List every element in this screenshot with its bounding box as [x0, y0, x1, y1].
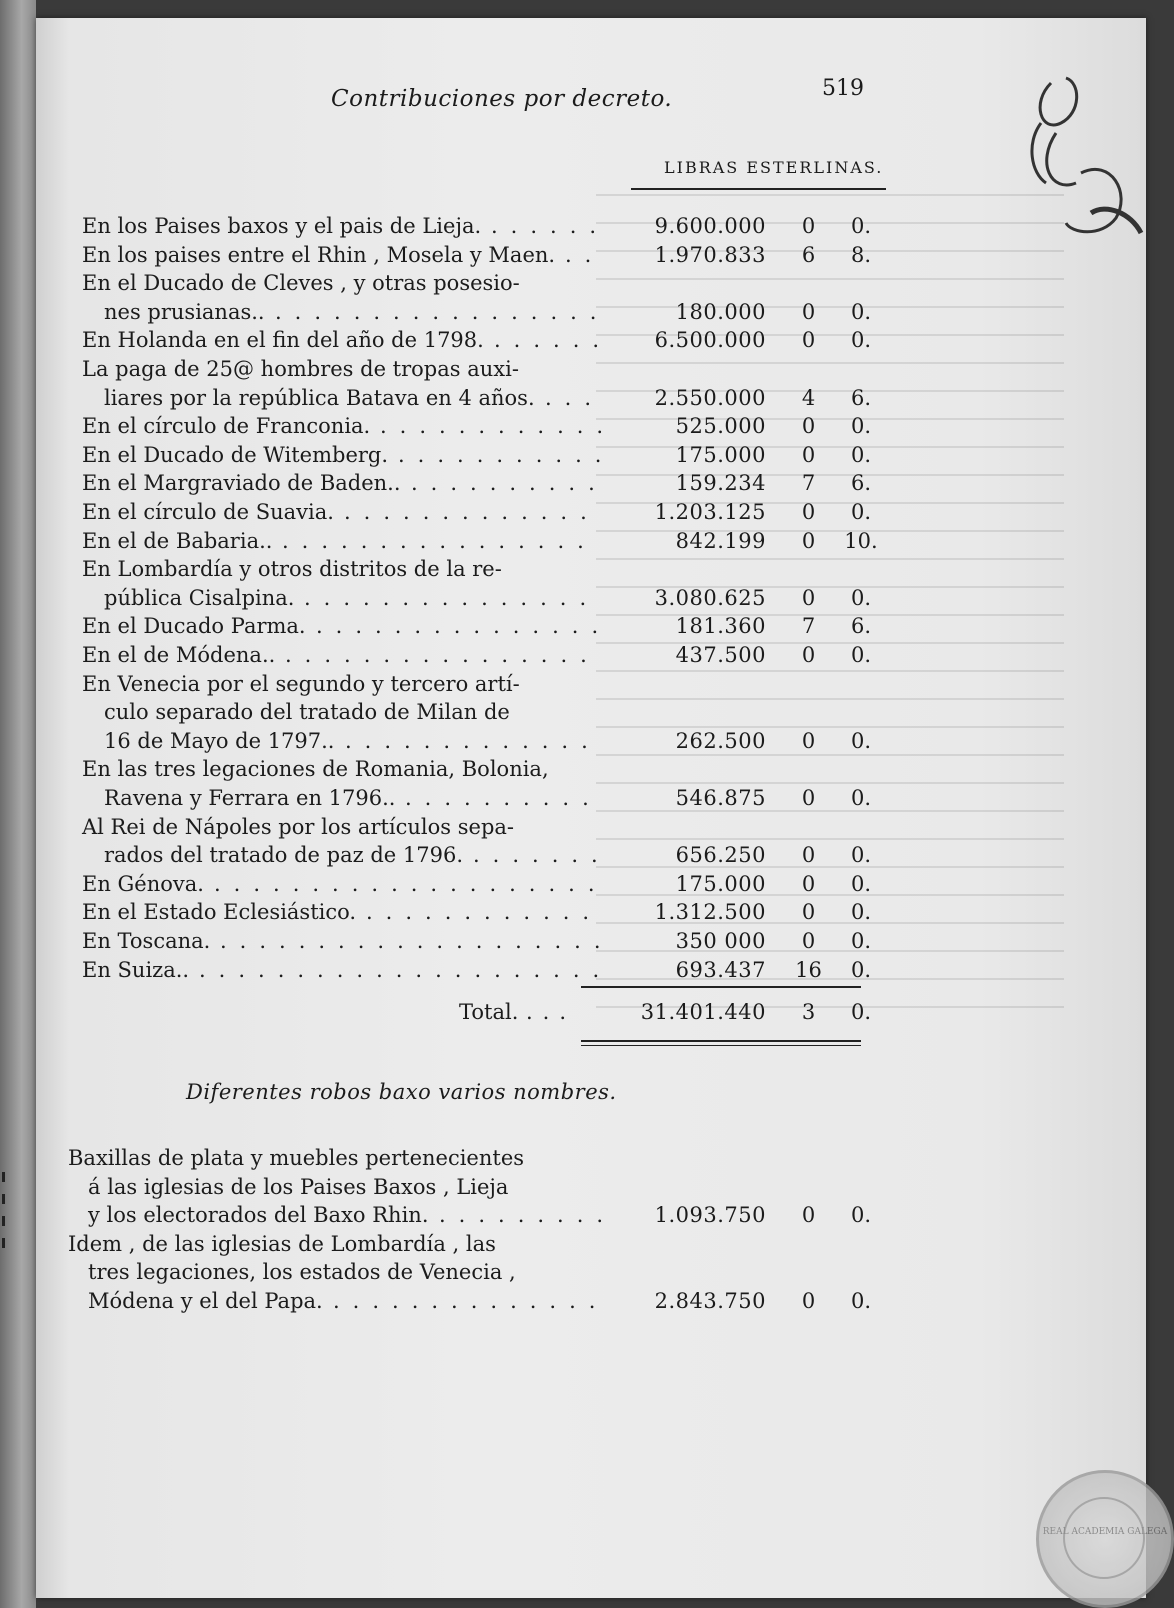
entry-line: culo separado del tratado de Milan de [104, 700, 510, 725]
amount-pence: 0. [850, 299, 872, 324]
amount-pounds: 1.093.750 [654, 1203, 766, 1228]
entry-line: En las tres legaciones de Romania, Bolonia, [82, 757, 549, 782]
leader-dots: ............ [380, 414, 617, 439]
total-label: Total. [459, 1000, 519, 1024]
entry-line: En Venecia por el segundo y tercero artí- [82, 671, 520, 696]
total-shillings: 3 [801, 1000, 816, 1024]
amount-pounds: 3.080.625 [654, 585, 766, 610]
leader-dots: ............... [304, 585, 600, 610]
table-row [36, 471, 1146, 501]
leader-dots: ... [545, 385, 605, 410]
amount-pence: 0. [850, 900, 872, 925]
amount-pence: 0. [850, 1203, 872, 1228]
entry-label: En los paises entre el Rhin , Mosela y Maen. [82, 242, 556, 267]
table-row [36, 500, 1146, 530]
amount-shillings: 0 [801, 1289, 816, 1313]
table-row [36, 843, 1146, 873]
table-row [36, 529, 1146, 559]
entry-label: En el Ducado Parma. [82, 614, 306, 639]
seal-text: REAL ACADEMIA GALEGA [1042, 1527, 1168, 1537]
amount-pounds: 350 000 [675, 929, 766, 953]
leader-dots: ................. [275, 299, 610, 324]
amount-pence: 0. [850, 957, 872, 982]
leader-dots: ................ [282, 528, 597, 553]
entry-line: En el Ducado de Cleves , y otras posesio- [82, 271, 520, 296]
entry-label: En los Paises baxos y el pais de Lieja. [82, 214, 482, 238]
table-row [36, 1289, 1146, 1319]
entry-label: Ravena y Ferrara en 1796.. [104, 786, 396, 810]
table-row [36, 900, 1146, 930]
table-row [36, 614, 1146, 644]
amount-shillings: 0 [801, 299, 816, 324]
total-amount: 31.401.440 [640, 1000, 766, 1024]
amount-shillings: 0 [801, 328, 816, 353]
amount-pounds: 437.500 [675, 643, 766, 667]
entry-label: En Toscana. [82, 929, 211, 953]
entry-label: En el Ducado de Witemberg. [82, 442, 389, 467]
entry-line: Al Rei de Nápoles por los artículos sepa- [82, 814, 514, 839]
amount-pence: 6. [850, 614, 872, 639]
amount-pounds: 6.500.000 [654, 328, 766, 353]
leader-dots: ..................... [199, 957, 613, 982]
entry-label: rados del tratado de paz de 1796. [104, 843, 463, 868]
leader-dots: ........... [398, 442, 615, 467]
amount-pounds: 1.312.500 [654, 900, 766, 925]
amount-shillings: 0 [801, 414, 816, 439]
leader-dots: .................... [220, 929, 614, 953]
amount-shillings: 0 [801, 585, 816, 610]
table-row [36, 214, 1146, 244]
leader-dots: .......... [405, 786, 602, 810]
table-row [36, 328, 1146, 358]
amount-shillings: 0 [801, 500, 816, 524]
amount-pence: 8. [850, 242, 872, 267]
entry-line: á las iglesias de los Paises Baxos , Lieja [88, 1174, 509, 1199]
amount-shillings: 7 [801, 471, 816, 496]
amount-pounds: 693.437 [675, 957, 766, 982]
entry-label: En Holanda en el fin del año de 1798. [82, 328, 484, 353]
entry-label: En el Margraviado de Baden.. [82, 471, 401, 496]
amount-shillings: 0 [801, 728, 816, 753]
amount-pence: 0. [850, 643, 872, 667]
page-header [36, 76, 1146, 126]
total-rule-top [581, 986, 861, 988]
table-row [36, 786, 1146, 816]
amount-pence: 0. [850, 442, 872, 467]
amount-pence: 0. [850, 328, 872, 353]
leader-dots: ............ [366, 900, 603, 925]
entry-label: En el círculo de Franconia. [82, 414, 371, 439]
facing-page-edge [0, 0, 36, 1608]
amount-pounds: 262.500 [675, 728, 766, 753]
entry-label: En Suiza.. [82, 957, 190, 982]
section-title: Diferentes robos baxo varios nombres. [186, 1080, 617, 1104]
amount-shillings: 0 [801, 214, 816, 238]
amount-shillings: 0 [801, 1203, 816, 1228]
leader-dots: .............. [333, 1289, 609, 1313]
entry-label: nes prusianas.. [104, 299, 265, 324]
amount-pounds: 159.234 [675, 471, 766, 496]
entry-line: tres legaciones, los estados de Venecia , [88, 1260, 516, 1285]
amount-pence: 0. [850, 929, 872, 953]
leader-dots: ......... [439, 1203, 617, 1228]
leader-dots: ............... [316, 614, 612, 639]
amount-pounds: 842.199 [675, 528, 766, 553]
amount-shillings: 16 [795, 957, 822, 982]
amount-pence: 6. [850, 385, 872, 410]
table-row [36, 929, 1146, 959]
amount-pounds: 656.250 [675, 843, 766, 868]
entry-label: y los electorados del Baxo Rhin. [88, 1203, 429, 1228]
running-title: Contribuciones por decreto. [331, 86, 673, 112]
table-row [36, 872, 1146, 902]
total-pence: 0. [850, 1000, 872, 1024]
leader-dots: .................... [214, 871, 608, 896]
amount-pounds: 1.970.833 [654, 242, 766, 267]
amount-pounds: 546.875 [675, 786, 766, 810]
amount-pence: 6. [850, 471, 872, 496]
table-row [36, 386, 1146, 416]
leader-dots: ...... [494, 328, 613, 353]
leader-dots: .......... [411, 471, 608, 496]
table-row [36, 643, 1146, 673]
amount-pounds: 175.000 [675, 871, 766, 896]
amount-pence: 0. [850, 843, 872, 868]
entry-line: Idem , de las iglesias de Lombardía , las [68, 1231, 496, 1256]
total-rule-bottom [581, 1040, 861, 1046]
currency-column-header: LIBRAS ESTERLINAS. [664, 158, 884, 177]
amount-shillings: 4 [801, 385, 816, 410]
entry-line: En Lombardía y otros distritos de la re- [82, 557, 502, 582]
amount-shillings: 0 [801, 929, 816, 953]
leader-dots: ............. [345, 728, 601, 753]
table-row [36, 729, 1146, 759]
amount-pounds: 1.203.125 [654, 500, 766, 524]
amount-pounds: 525.000 [675, 414, 766, 439]
header-rule [631, 188, 886, 190]
table-row [36, 1203, 1146, 1233]
library-seal [1036, 1470, 1174, 1608]
entry-label: 16 de Mayo de 1797.. [104, 728, 335, 753]
entry-label: liares por la república Batava en 4 años. [104, 385, 535, 410]
document-page [36, 18, 1168, 1598]
table-row [36, 586, 1146, 616]
table-row [36, 958, 1146, 988]
amount-shillings: 0 [801, 843, 816, 868]
amount-pence: 0. [850, 585, 872, 610]
leader-dots: ...... [491, 214, 610, 238]
leader-dots: ............. [344, 500, 600, 524]
entry-label: En el círculo de Suavia. [82, 500, 334, 524]
seal-inner-ring [1063, 1497, 1145, 1579]
table-row [36, 414, 1146, 444]
amount-shillings: 0 [801, 871, 816, 896]
amount-pence: 0. [850, 500, 872, 524]
amount-pence: 0. [850, 786, 872, 810]
amount-shillings: 7 [801, 614, 816, 639]
amount-pence: 0. [850, 214, 872, 238]
entry-line: Baxillas de plata y muebles pertenecientes [68, 1146, 525, 1170]
amount-shillings: 6 [801, 242, 816, 267]
amount-shillings: 0 [801, 786, 816, 810]
amount-shillings: 0 [801, 442, 816, 467]
entry-label: pública Cisalpina. [104, 585, 295, 610]
amount-pence: 0. [850, 871, 872, 896]
amount-shillings: 0 [801, 643, 816, 667]
amount-pence: 10. [844, 528, 878, 553]
amount-pounds: 9.600.000 [654, 214, 766, 238]
entry-label: Módena y el del Papa. [88, 1289, 323, 1313]
amount-pounds: 175.000 [675, 442, 766, 467]
entry-label: En el Estado Eclesiástico. [82, 900, 357, 925]
amount-pence: 0. [850, 1289, 872, 1313]
leader-dots: ................ [285, 643, 600, 667]
leader-dots: .. [565, 242, 605, 267]
amount-pence: 0. [850, 414, 872, 439]
entry-label: En el de Módena.. [82, 643, 276, 667]
facing-page-marks [0, 1160, 10, 1300]
table-row [36, 443, 1146, 473]
amount-pounds: 2.843.750 [654, 1289, 766, 1313]
page-number: 519 [822, 76, 864, 101]
amount-pounds: 181.360 [675, 614, 766, 639]
entry-line: La paga de 25@ hombres de tropas auxi- [82, 357, 519, 381]
leader-dots: ....... [473, 843, 611, 868]
amount-pounds: 2.550.000 [654, 385, 766, 410]
table-row [36, 300, 1146, 330]
leader-dots: ... [526, 1000, 577, 1024]
entry-label: En Génova. [82, 871, 204, 896]
amount-shillings: 0 [801, 528, 816, 553]
amount-pence: 0. [850, 728, 872, 753]
entry-label: En el de Babaria.. [82, 528, 273, 553]
amount-shillings: 0 [801, 900, 816, 925]
table-row [36, 243, 1146, 273]
total-row [36, 1000, 1146, 1030]
amount-pounds: 180.000 [675, 299, 766, 324]
